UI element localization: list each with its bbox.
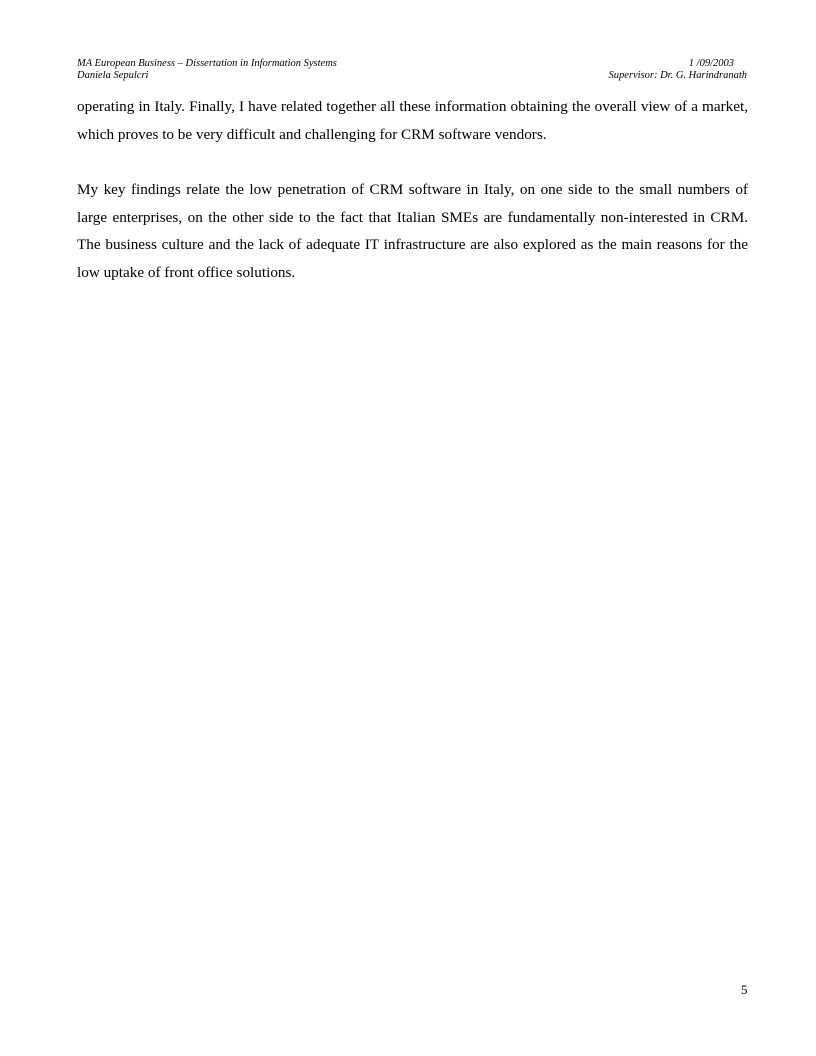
paragraph: operating in Italy. Finally, I have related together all these information obtaining the overall view of a market, which proves to be very difficult and challenging for CRM software vendors. (77, 98, 748, 143)
paragraph: My key findings relate the low penetration of CRM software in Italy, on one side to the small numbers of large enterprises, on the other side to the fact that Italian SMEs are fundamentally non-interested in CRM. The business culture and the lack of adequate IT infrastructure are also explored as the main reasons for the low uptake of front office solutions. (77, 181, 748, 281)
body-text (77, 93, 748, 314)
header-supervisor: Supervisor: Dr. G. Harindranath (608, 70, 747, 81)
header-author: Daniela Sepulcri (77, 70, 149, 81)
header-row-bottom (77, 70, 747, 82)
page-number: 5 (741, 982, 748, 997)
header-row-top (77, 58, 747, 70)
page-header (77, 58, 747, 82)
header-date: 1 /09/2003 (688, 58, 734, 69)
header-course-title: MA European Business – Dissertation in Information Systems (77, 58, 337, 69)
